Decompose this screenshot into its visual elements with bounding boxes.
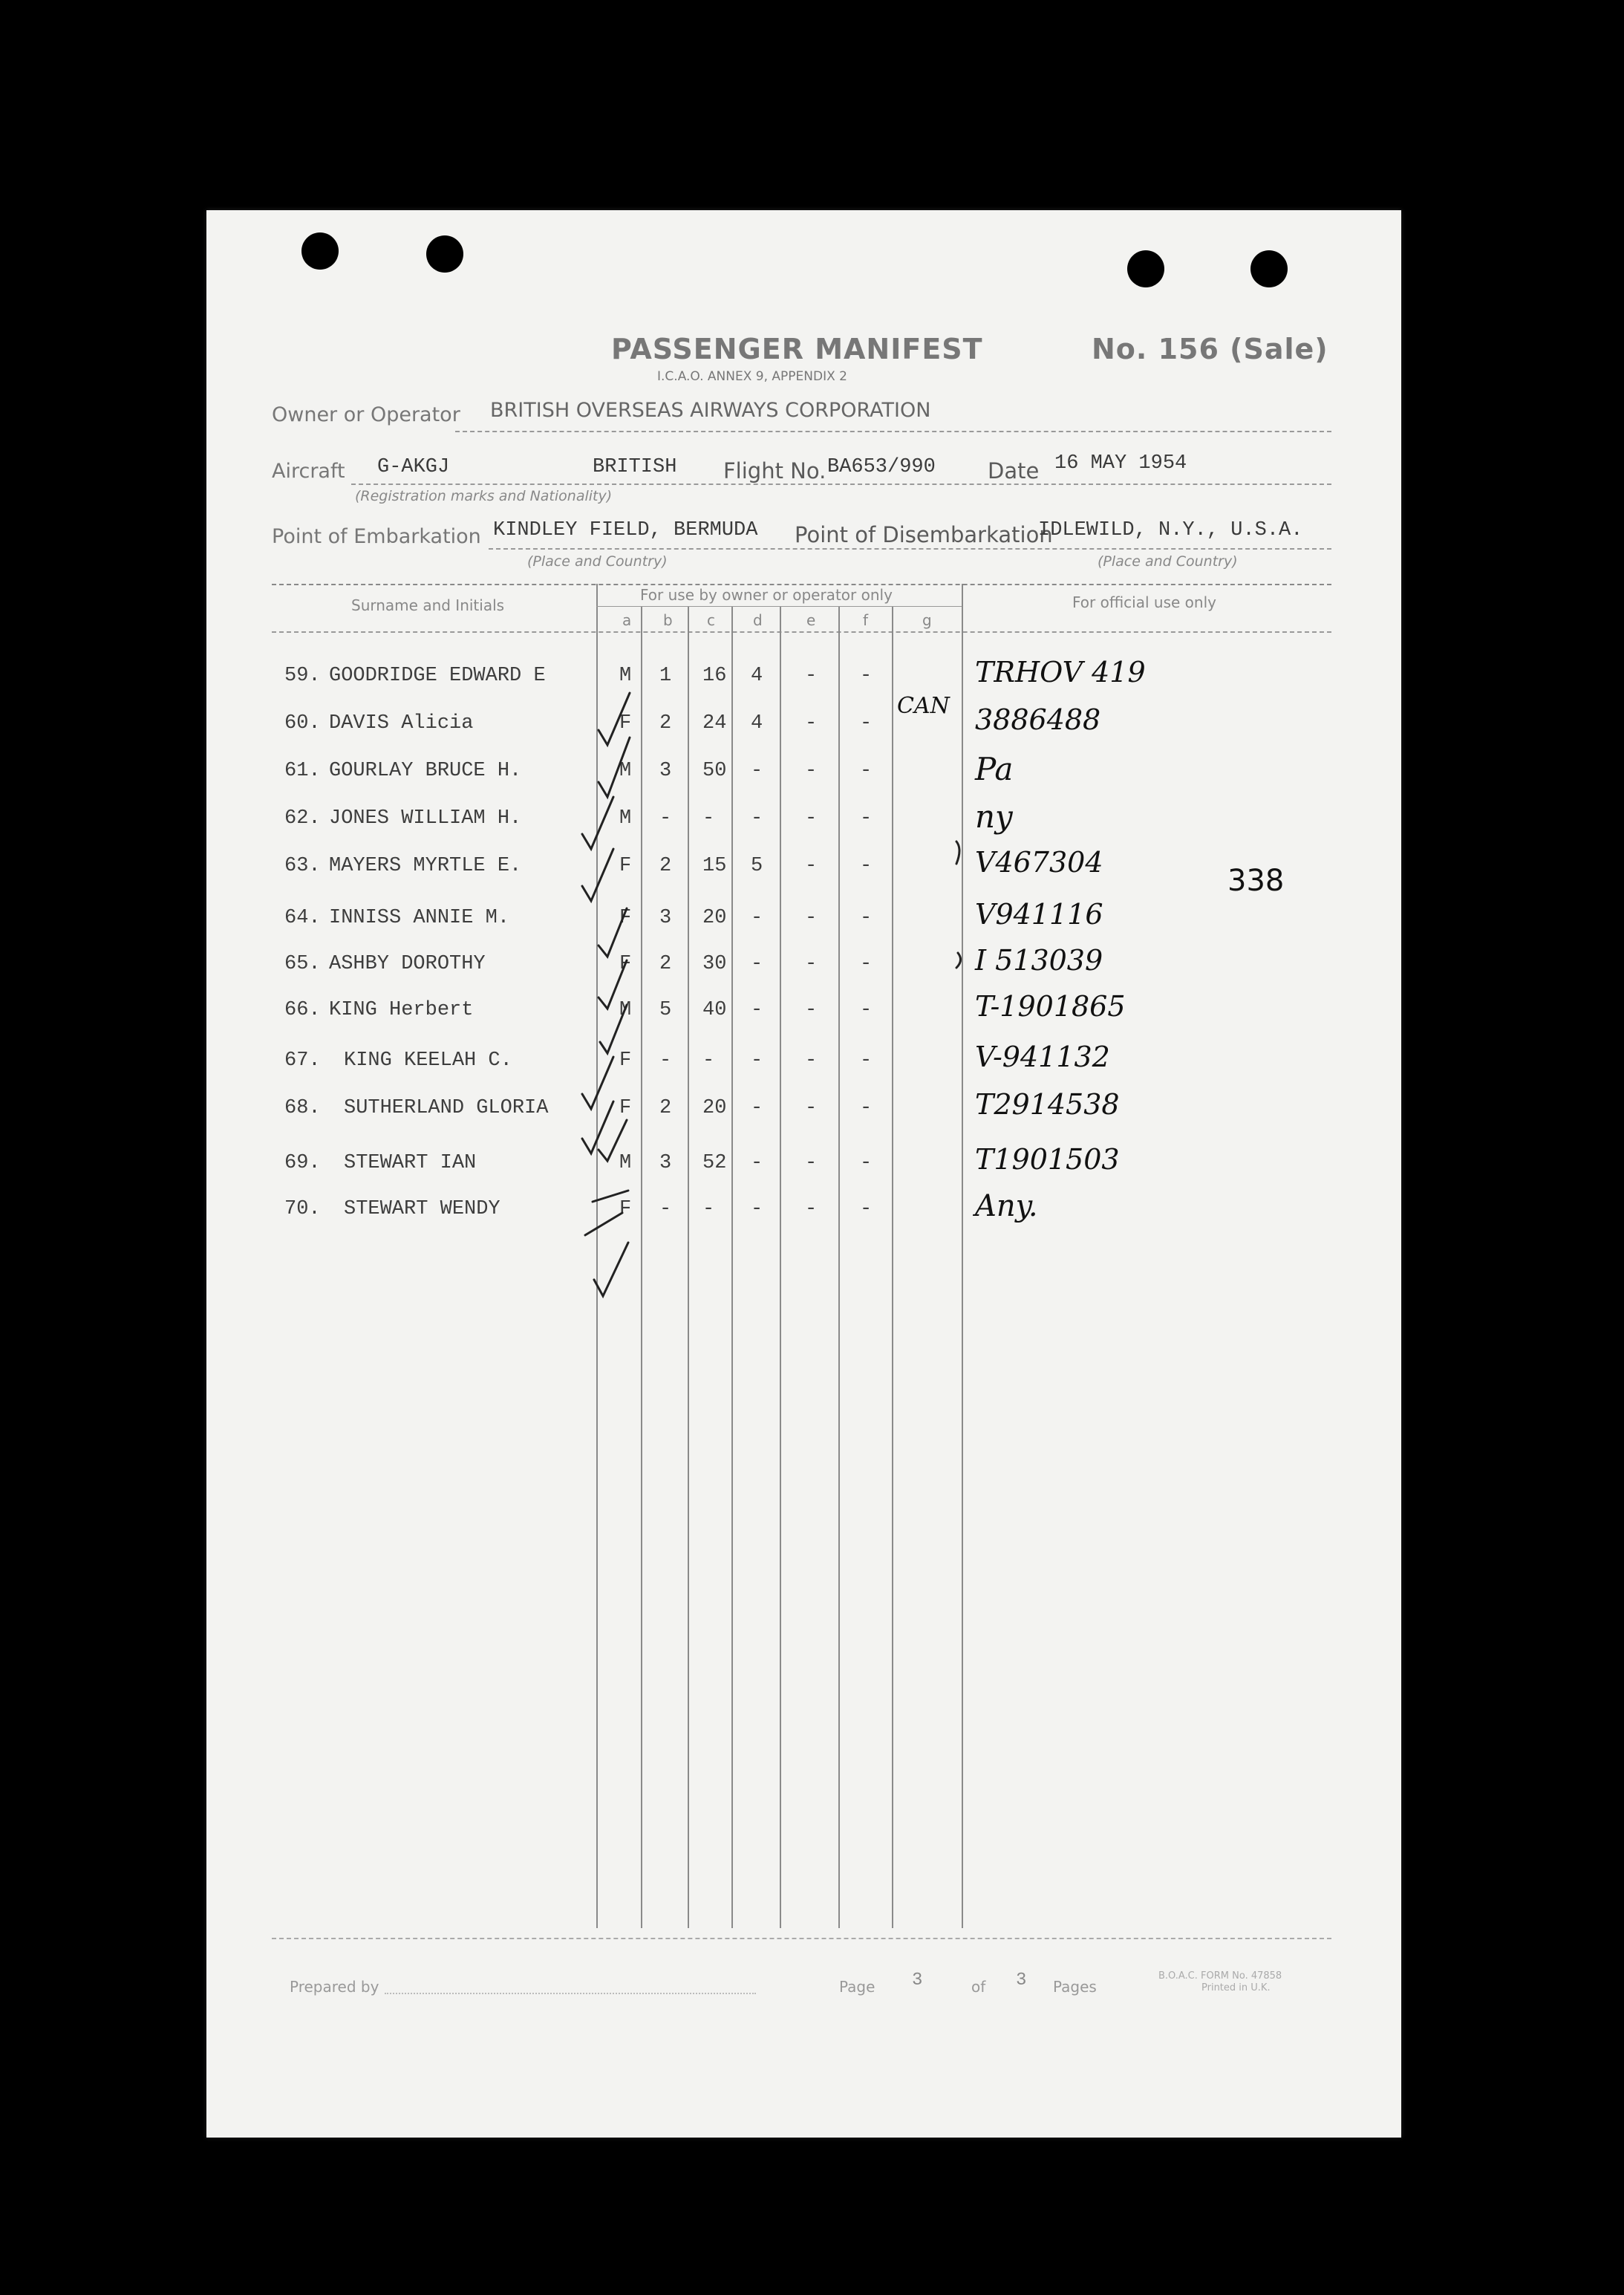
cell-c: 40 bbox=[702, 999, 727, 1021]
cell-f: - bbox=[860, 665, 873, 687]
cell-d: 4 bbox=[751, 712, 763, 735]
cell-d: - bbox=[751, 760, 763, 782]
of-label: of bbox=[971, 1978, 986, 1996]
cell-c: 20 bbox=[702, 1097, 727, 1119]
cell-b: 3 bbox=[659, 907, 672, 929]
cell-name: STEWART IAN bbox=[344, 1152, 477, 1174]
cell-num: 63. bbox=[284, 855, 321, 877]
cell-official: I 513039 bbox=[975, 944, 1103, 977]
manifest-page bbox=[206, 210, 1401, 2138]
cell-a: F bbox=[619, 712, 632, 735]
disembarkation-label: Point of Disembarkation bbox=[795, 522, 1053, 547]
cell-b: 2 bbox=[659, 712, 672, 735]
col-owner-header: For use by owner or operator only bbox=[640, 586, 893, 604]
cell-e: - bbox=[805, 712, 818, 735]
cell-a: M bbox=[619, 999, 632, 1021]
cell-b: 5 bbox=[659, 999, 672, 1021]
cell-official: V941116 bbox=[975, 898, 1103, 931]
form-number: B.O.A.C. FORM No. 47858 bbox=[1158, 1970, 1282, 1982]
cell-e: - bbox=[805, 953, 818, 975]
margin-number: 338 bbox=[1227, 864, 1285, 898]
cell-num: 66. bbox=[284, 999, 321, 1021]
embarkation-value: KINDLEY FIELD, BERMUDA bbox=[493, 519, 758, 541]
cell-c: 16 bbox=[702, 665, 727, 687]
cell-f: - bbox=[860, 999, 873, 1021]
cell-d: - bbox=[751, 1198, 763, 1220]
cell-a: M bbox=[619, 1152, 632, 1174]
cell-f: - bbox=[860, 1198, 873, 1220]
cell-official: ny bbox=[975, 798, 1013, 835]
col-surname-header: Surname and Initials bbox=[351, 596, 505, 614]
disembarkation-value: IDLEWILD, N.Y., U.S.A. bbox=[1038, 519, 1303, 541]
cell-c: 24 bbox=[702, 712, 727, 735]
cell-b: 3 bbox=[659, 1152, 672, 1174]
date-label: Date bbox=[988, 458, 1040, 484]
cell-a: F bbox=[619, 953, 632, 975]
cell-b: 3 bbox=[659, 760, 672, 782]
col-official-header: For official use only bbox=[1072, 593, 1216, 611]
cell-official: T1901503 bbox=[975, 1143, 1120, 1176]
cell-f: - bbox=[860, 712, 873, 735]
cell-a: F bbox=[619, 1049, 632, 1072]
cell-official: T2914538 bbox=[975, 1088, 1120, 1121]
cell-e: - bbox=[805, 1097, 818, 1119]
page-label: Page bbox=[839, 1978, 875, 1996]
col-g-header: g bbox=[922, 611, 932, 629]
cell-a: M bbox=[619, 665, 632, 687]
cell-d: - bbox=[751, 953, 763, 975]
cell-d: 5 bbox=[751, 855, 763, 877]
cell-num: 69. bbox=[284, 1152, 321, 1174]
cell-e: - bbox=[805, 907, 818, 929]
cell-e: - bbox=[805, 760, 818, 782]
cell-d: - bbox=[751, 999, 763, 1021]
cell-num: 67. bbox=[284, 1049, 321, 1072]
cell-num: 59. bbox=[284, 665, 321, 687]
cell-name: MAYERS MYRTLE E. bbox=[329, 855, 522, 877]
col-d-header: d bbox=[753, 611, 763, 629]
cell-num: 64. bbox=[284, 907, 321, 929]
cell-num: 68. bbox=[284, 1097, 321, 1119]
cell-name: DAVIS Alicia bbox=[329, 712, 474, 735]
col-a-header: a bbox=[622, 611, 632, 629]
aircraft-note: (Registration marks and Nationality) bbox=[355, 488, 613, 504]
cell-c: - bbox=[702, 1049, 715, 1072]
cell-name: JONES WILLIAM H. bbox=[329, 807, 522, 830]
cell-c: - bbox=[702, 807, 715, 830]
cell-name: SUTHERLAND GLORIA bbox=[344, 1097, 549, 1119]
cell-official: TRHOV 419 bbox=[975, 656, 1146, 688]
cell-d: - bbox=[751, 1049, 763, 1072]
cell-num: 70. bbox=[284, 1198, 321, 1220]
cell-c: 50 bbox=[702, 760, 727, 782]
cell-d: - bbox=[751, 907, 763, 929]
cell-a: M bbox=[619, 807, 632, 830]
cell-d: - bbox=[751, 1097, 763, 1119]
flight-number: BA653/990 bbox=[827, 456, 936, 478]
manifest-number: No. 156 (Sale) bbox=[1092, 333, 1328, 365]
cell-num: 61. bbox=[284, 760, 321, 782]
page-number: 3 bbox=[912, 1970, 923, 1990]
cell-official: Pa bbox=[975, 751, 1014, 787]
cell-d: - bbox=[751, 1152, 763, 1174]
cell-f: - bbox=[860, 1049, 873, 1072]
cell-e: - bbox=[805, 1049, 818, 1072]
col-c-header: c bbox=[707, 611, 715, 629]
cell-b: 2 bbox=[659, 1097, 672, 1119]
cell-name: KING KEELAH C. bbox=[344, 1049, 512, 1072]
cell-name: INNISS ANNIE M. bbox=[329, 907, 510, 929]
cell-b: 2 bbox=[659, 953, 672, 975]
cell-b: - bbox=[659, 1049, 672, 1072]
cell-c: 20 bbox=[702, 907, 727, 929]
cell-f: - bbox=[860, 953, 873, 975]
flight-label: Flight No. bbox=[723, 458, 826, 484]
printed-in: Printed in U.K. bbox=[1201, 1982, 1271, 1993]
cell-name: KING Herbert bbox=[329, 999, 474, 1021]
cell-num: 62. bbox=[284, 807, 321, 830]
cell-f: - bbox=[860, 907, 873, 929]
aircraft-nationality: BRITISH bbox=[593, 456, 677, 478]
cell-f: - bbox=[860, 760, 873, 782]
cell-b: - bbox=[659, 807, 672, 830]
cell-e: - bbox=[805, 855, 818, 877]
cell-c: 30 bbox=[702, 953, 727, 975]
document-subtitle: I.C.A.O. ANNEX 9, APPENDIX 2 bbox=[657, 369, 847, 384]
owner-value: BRITISH OVERSEAS AIRWAYS CORPORATION bbox=[490, 399, 931, 422]
punch-hole bbox=[1250, 250, 1288, 287]
cell-official: T-1901865 bbox=[975, 990, 1126, 1023]
aircraft-registration: G-AKGJ bbox=[377, 456, 450, 478]
cell-f: - bbox=[860, 855, 873, 877]
cell-c: 15 bbox=[702, 855, 727, 877]
cell-c: 52 bbox=[702, 1152, 727, 1174]
cell-f: - bbox=[860, 1097, 873, 1119]
cell-name: STEWART WENDY bbox=[344, 1198, 500, 1220]
cell-official: V467304 bbox=[975, 846, 1103, 879]
row60-note: CAN bbox=[897, 693, 950, 719]
col-f-header: f bbox=[863, 611, 869, 629]
cell-official: Any. bbox=[975, 1189, 1038, 1223]
cell-b: 2 bbox=[659, 855, 672, 877]
cell-e: - bbox=[805, 1198, 818, 1220]
cell-f: - bbox=[860, 807, 873, 830]
total-pages: 3 bbox=[1016, 1970, 1027, 1990]
col-b-header: b bbox=[663, 611, 673, 629]
cell-official: V-941132 bbox=[975, 1041, 1110, 1073]
cell-num: 60. bbox=[284, 712, 321, 735]
cell-e: - bbox=[805, 665, 818, 687]
check-marks bbox=[206, 210, 1401, 2138]
cell-a: M bbox=[619, 760, 632, 782]
col-e-header: e bbox=[806, 611, 816, 629]
cell-e: - bbox=[805, 807, 818, 830]
document-title: PASSENGER MANIFEST bbox=[611, 333, 983, 365]
cell-d: - bbox=[751, 807, 763, 830]
embarkation-label: Point of Embarkation bbox=[272, 525, 481, 548]
pages-label: Pages bbox=[1053, 1978, 1097, 1996]
cell-a: F bbox=[619, 855, 632, 877]
cell-b: - bbox=[659, 1198, 672, 1220]
cell-name: GOODRIDGE EDWARD E bbox=[329, 665, 546, 687]
flight-date: 16 MAY 1954 bbox=[1054, 452, 1187, 475]
cell-name: GOURLAY BRUCE H. bbox=[329, 760, 522, 782]
cell-e: - bbox=[805, 1152, 818, 1174]
cell-e: - bbox=[805, 999, 818, 1021]
cell-official: 3886488 bbox=[975, 703, 1101, 736]
prepared-by-label: Prepared by bbox=[290, 1978, 379, 1996]
cell-f: - bbox=[860, 1152, 873, 1174]
cell-d: 4 bbox=[751, 665, 763, 687]
cell-c: - bbox=[702, 1198, 715, 1220]
cell-a: F bbox=[619, 1198, 632, 1220]
aircraft-label: Aircraft bbox=[272, 460, 345, 483]
embarkation-note: (Place and Country) bbox=[527, 553, 668, 570]
cell-b: 1 bbox=[659, 665, 672, 687]
cell-a: F bbox=[619, 1097, 632, 1119]
cell-name: ASHBY DOROTHY bbox=[329, 953, 486, 975]
cell-num: 65. bbox=[284, 953, 321, 975]
owner-label: Owner or Operator bbox=[272, 403, 460, 426]
disembarkation-note: (Place and Country) bbox=[1098, 553, 1238, 570]
cell-a: F bbox=[619, 907, 632, 929]
